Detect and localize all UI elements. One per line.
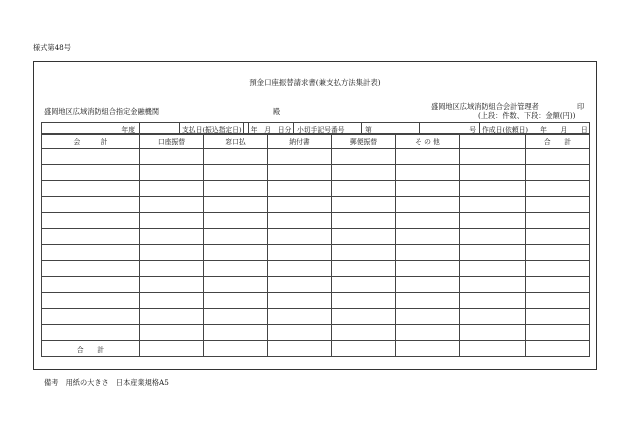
entry-cell[interactable] — [396, 277, 460, 293]
total-cell[interactable] — [396, 341, 460, 357]
entry-cell[interactable] — [268, 245, 332, 261]
entry-cell[interactable] — [332, 149, 396, 165]
column-header: 合 計 — [526, 134, 590, 149]
table-row — [42, 293, 590, 309]
entry-cell[interactable] — [526, 149, 590, 165]
table-row — [42, 309, 590, 325]
honorific: 殿 — [273, 107, 281, 116]
entry-cell[interactable] — [396, 293, 460, 309]
payment-summary-table — [41, 133, 590, 357]
total-row — [42, 341, 590, 357]
entry-cell[interactable] — [204, 229, 268, 245]
entry-cell[interactable] — [332, 309, 396, 325]
column-header: 口座振替 — [140, 134, 204, 149]
table-row — [42, 245, 590, 261]
table-row — [42, 181, 590, 197]
entry-cell[interactable] — [140, 213, 204, 229]
entry-cell[interactable] — [332, 181, 396, 197]
entry-cell[interactable] — [268, 229, 332, 245]
entry-cell[interactable] — [396, 229, 460, 245]
entry-cell[interactable] — [332, 245, 396, 261]
total-cell[interactable] — [204, 341, 268, 357]
entry-cell[interactable] — [42, 277, 140, 293]
entry-cell[interactable] — [42, 325, 140, 341]
entry-cell[interactable] — [332, 293, 396, 309]
entry-cell[interactable] — [460, 309, 526, 325]
entry-cell[interactable] — [526, 165, 590, 181]
entry-cell[interactable] — [42, 197, 140, 213]
entry-cell[interactable] — [268, 149, 332, 165]
total-cell[interactable] — [268, 341, 332, 357]
payment-date-label: 支払日(振込指定日) — [180, 123, 244, 135]
entry-cell[interactable] — [42, 165, 140, 181]
entry-cell[interactable] — [268, 309, 332, 325]
created-date-label: 作成日(依頼日) — [482, 125, 529, 134]
entry-cell[interactable] — [396, 213, 460, 229]
addressee: 盛岡地区広域消防組合指定金融機関 — [44, 107, 160, 116]
total-label: 合 計 — [42, 341, 140, 357]
entry-cell[interactable] — [140, 277, 204, 293]
entry-cell[interactable] — [204, 213, 268, 229]
total-cell[interactable] — [332, 341, 396, 357]
entry-cell[interactable] — [526, 213, 590, 229]
column-header: 窓口払 — [204, 134, 268, 149]
entry-cell[interactable] — [204, 181, 268, 197]
entry-cell[interactable] — [140, 293, 204, 309]
entry-cell[interactable] — [396, 245, 460, 261]
entry-cell[interactable] — [332, 325, 396, 341]
entry-cell[interactable] — [204, 309, 268, 325]
entry-cell[interactable] — [332, 197, 396, 213]
seal-mark: 印 — [577, 102, 585, 111]
entry-cell[interactable] — [42, 213, 140, 229]
entry-cell[interactable] — [460, 229, 526, 245]
entry-cell[interactable] — [396, 261, 460, 277]
entry-cell[interactable] — [42, 229, 140, 245]
entry-cell[interactable] — [460, 245, 526, 261]
entry-cell[interactable] — [268, 181, 332, 197]
entry-cell[interactable] — [396, 165, 460, 181]
entry-cell[interactable] — [526, 229, 590, 245]
entry-cell[interactable] — [526, 181, 590, 197]
entry-cell[interactable] — [332, 277, 396, 293]
entry-cell[interactable] — [42, 293, 140, 309]
total-cell[interactable] — [140, 341, 204, 357]
entry-cell[interactable] — [204, 197, 268, 213]
entry-cell[interactable] — [42, 245, 140, 261]
column-header: 会 計 — [42, 134, 140, 149]
total-cell[interactable] — [526, 341, 590, 357]
entry-cell[interactable] — [332, 213, 396, 229]
created-date-value: 年 月 日 — [540, 125, 588, 134]
entry-cell[interactable] — [460, 213, 526, 229]
table-row — [42, 149, 590, 165]
table-row — [42, 261, 590, 277]
remarks-note: 備考 用紙の大きさ 日本産業規格A5 — [44, 378, 169, 387]
entry-cell[interactable] — [140, 245, 204, 261]
entry-cell[interactable] — [526, 309, 590, 325]
entry-cell[interactable] — [204, 165, 268, 181]
entry-cell[interactable] — [42, 309, 140, 325]
table-row — [42, 325, 590, 341]
table-row — [42, 165, 590, 181]
entry-cell[interactable] — [526, 261, 590, 277]
column-header: そ の 他 — [396, 134, 460, 149]
entry-cell[interactable] — [460, 165, 526, 181]
entry-cell[interactable] — [332, 229, 396, 245]
entry-cell[interactable] — [140, 261, 204, 277]
check-number-label: 小切手記号番号 — [294, 123, 362, 135]
entry-cell[interactable] — [460, 181, 526, 197]
entry-cell[interactable] — [460, 277, 526, 293]
legend-note: (上段：件数、下段：金額(円)) — [478, 111, 576, 120]
table-row — [42, 213, 590, 229]
entry-cell[interactable] — [396, 325, 460, 341]
entry-cell[interactable] — [460, 197, 526, 213]
entry-cell[interactable] — [268, 165, 332, 181]
go-label: 号 — [420, 123, 480, 135]
form-title: 預金口座振替請求書(兼支払方法集計表) — [249, 78, 381, 87]
table-row — [42, 197, 590, 213]
entry-cell[interactable] — [332, 165, 396, 181]
entry-cell[interactable] — [268, 197, 332, 213]
entry-cell[interactable] — [204, 245, 268, 261]
entry-cell[interactable] — [204, 261, 268, 277]
accounting-manager: 盛岡地区広域消防組合会計管理者 — [431, 102, 539, 111]
entry-cell[interactable] — [140, 309, 204, 325]
table-row — [42, 277, 590, 293]
entry-cell[interactable] — [204, 149, 268, 165]
column-header — [460, 134, 526, 149]
entry-cell[interactable] — [140, 181, 204, 197]
dai-label: 第 — [362, 123, 420, 135]
entry-cell[interactable] — [460, 293, 526, 309]
entry-cell[interactable] — [460, 149, 526, 165]
entry-cell[interactable] — [526, 245, 590, 261]
form-number: 様式第48号 — [33, 43, 71, 52]
entry-cell[interactable] — [396, 149, 460, 165]
entry-cell[interactable] — [526, 325, 590, 341]
column-header: 郵便振替 — [332, 134, 396, 149]
entry-cell[interactable] — [140, 197, 204, 213]
entry-cell[interactable] — [42, 261, 140, 277]
entry-cell[interactable] — [396, 181, 460, 197]
entry-cell[interactable] — [526, 277, 590, 293]
entry-cell[interactable] — [332, 261, 396, 277]
entry-cell[interactable] — [140, 165, 204, 181]
entry-cell[interactable] — [140, 325, 204, 341]
entry-cell[interactable] — [460, 261, 526, 277]
entry-cell[interactable] — [268, 293, 332, 309]
entry-cell[interactable] — [268, 277, 332, 293]
entry-cell[interactable] — [268, 261, 332, 277]
table-row — [42, 229, 590, 245]
total-cell[interactable] — [460, 341, 526, 357]
entry-cell[interactable] — [204, 293, 268, 309]
entry-cell[interactable] — [42, 149, 140, 165]
entry-cell[interactable] — [204, 277, 268, 293]
entry-cell[interactable] — [526, 293, 590, 309]
entry-cell[interactable] — [268, 325, 332, 341]
column-header: 納付書 — [268, 134, 332, 149]
payment-date-value: 年 月 日分 — [249, 123, 294, 135]
fiscal-year-label: 年度 — [42, 123, 140, 135]
entry-cell[interactable] — [140, 149, 204, 165]
entry-cell[interactable] — [42, 181, 140, 197]
entry-cell[interactable] — [396, 309, 460, 325]
entry-cell[interactable] — [526, 197, 590, 213]
entry-cell[interactable] — [268, 213, 332, 229]
entry-cell[interactable] — [460, 325, 526, 341]
entry-cell[interactable] — [396, 197, 460, 213]
entry-cell[interactable] — [204, 325, 268, 341]
entry-cell[interactable] — [140, 229, 204, 245]
